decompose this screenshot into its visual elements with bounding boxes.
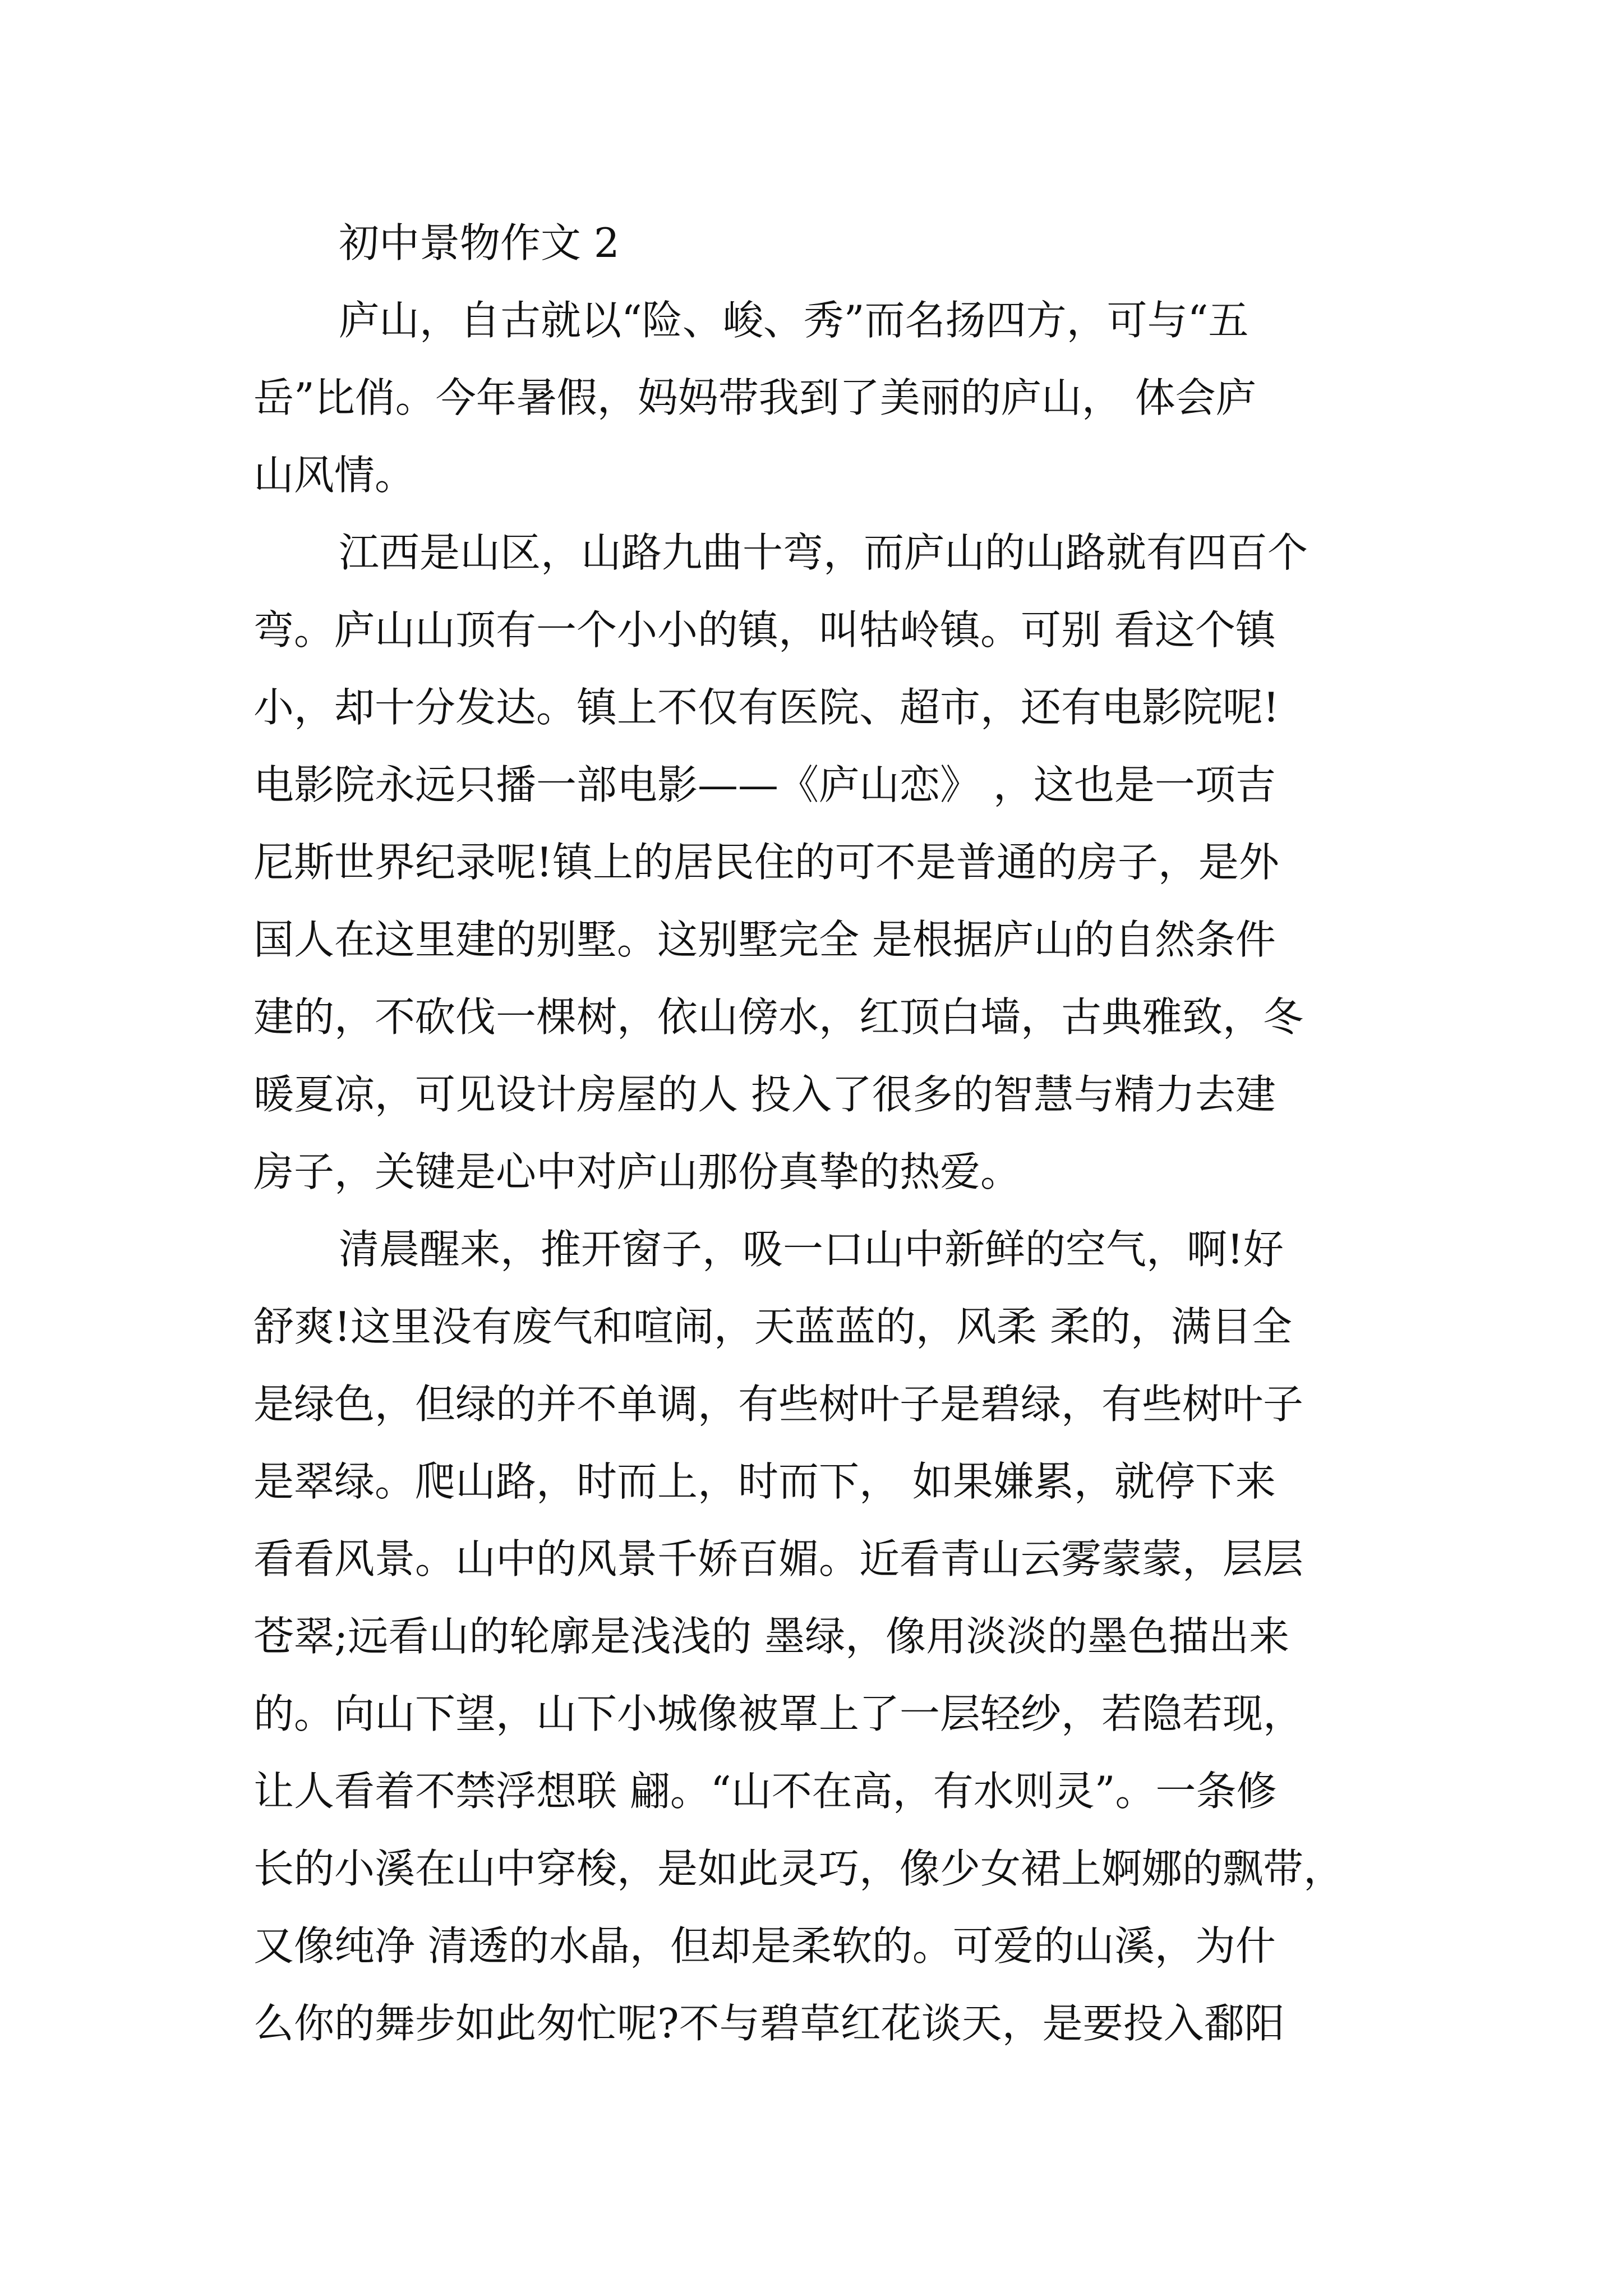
document-body	[253, 204, 1375, 2062]
paragraph-line: 么你的舞步如此匆忙呢?不与碧草红花谈天，是要投入鄱阳	[253, 2000, 1285, 2047]
paragraph-line: 让人看着不禁浮想联 翩。“山不在高，有水则灵”。一条修	[253, 1768, 1277, 1815]
paragraph-line: 小，却十分发达。镇上不仅有医院、超市，还有电影院呢!	[253, 684, 1279, 731]
paragraph-line: 尼斯世界纪录呢!镇上的居民住的可不是普通的房子，是外	[253, 839, 1279, 886]
paragraph-line: 看看风景。山中的风景千娇百媚。近看青山云雾蒙蒙，层层	[253, 1535, 1304, 1582]
paragraph-line: 国人在这里建的别墅。这别墅完全 是根据庐山的自然条件	[253, 916, 1276, 963]
paragraph-line: 电影院永远只播一部电影——《庐山恋》 ，这也是一项吉	[253, 761, 1276, 808]
paragraph-line: 弯。庐山山顶有一个小小的镇，叫牯岭镇。可别 看这个镇	[253, 606, 1276, 654]
paragraph-line: 江西是山区，山路九曲十弯，而庐山的山路就有四百个	[339, 529, 1308, 576]
paragraph-line: 长的小溪在山中穿梭，是如此灵巧，像少女裙上婀娜的飘带，	[253, 1845, 1344, 1892]
paragraph-line: 庐山，自古就以“险、峻、秀”而名扬四方，可与“五	[339, 297, 1249, 344]
paragraph-line: 暖夏凉，可见设计房屋的人 投入了很多的智慧与精力去建	[253, 1071, 1276, 1118]
document-title: 初中景物作文 2	[339, 219, 620, 266]
paragraph-line: 是翠绿。爬山路，时而上，时而下， 如果嫌累，就停下来	[253, 1458, 1276, 1505]
paragraph-line: 房子，关键是心中对庐山那份真挚的热爱。	[253, 1148, 1021, 1195]
paragraph-line: 的。向山下望，山下小城像被罩上了一层轻纱，若隐若现，	[253, 1690, 1304, 1737]
paragraph-line: 建的，不砍伐一棵树，依山傍水，红顶白墙，古典雅致，冬	[253, 993, 1304, 1041]
paragraph-line: 是绿色，但绿的并不单调，有些树叶子是碧绿，有些树叶子	[253, 1381, 1304, 1428]
paragraph-line: 又像纯净 清透的水晶，但却是柔软的。可爱的山溪，为什	[253, 1922, 1276, 1970]
paragraph-line: 岳”比俏。今年暑假，妈妈带我到了美丽的庐山， 体会庐	[253, 374, 1256, 421]
paragraph	[253, 514, 1375, 1211]
paragraph	[253, 282, 1375, 514]
paragraph-line: 清晨醒来，推开窗子，吸一口山中新鲜的空气，啊!好	[339, 1226, 1284, 1273]
paragraph-line: 苍翠;远看山的轮廓是浅浅的 墨绿，像用淡淡的墨色描出来	[253, 1613, 1290, 1660]
paragraph-line: 山风情。	[253, 452, 416, 499]
paragraph-line: 舒爽!这里没有废气和喧闹，天蓝蓝的，风柔 柔的，满目全	[253, 1303, 1292, 1350]
paragraph	[253, 1211, 1375, 2062]
